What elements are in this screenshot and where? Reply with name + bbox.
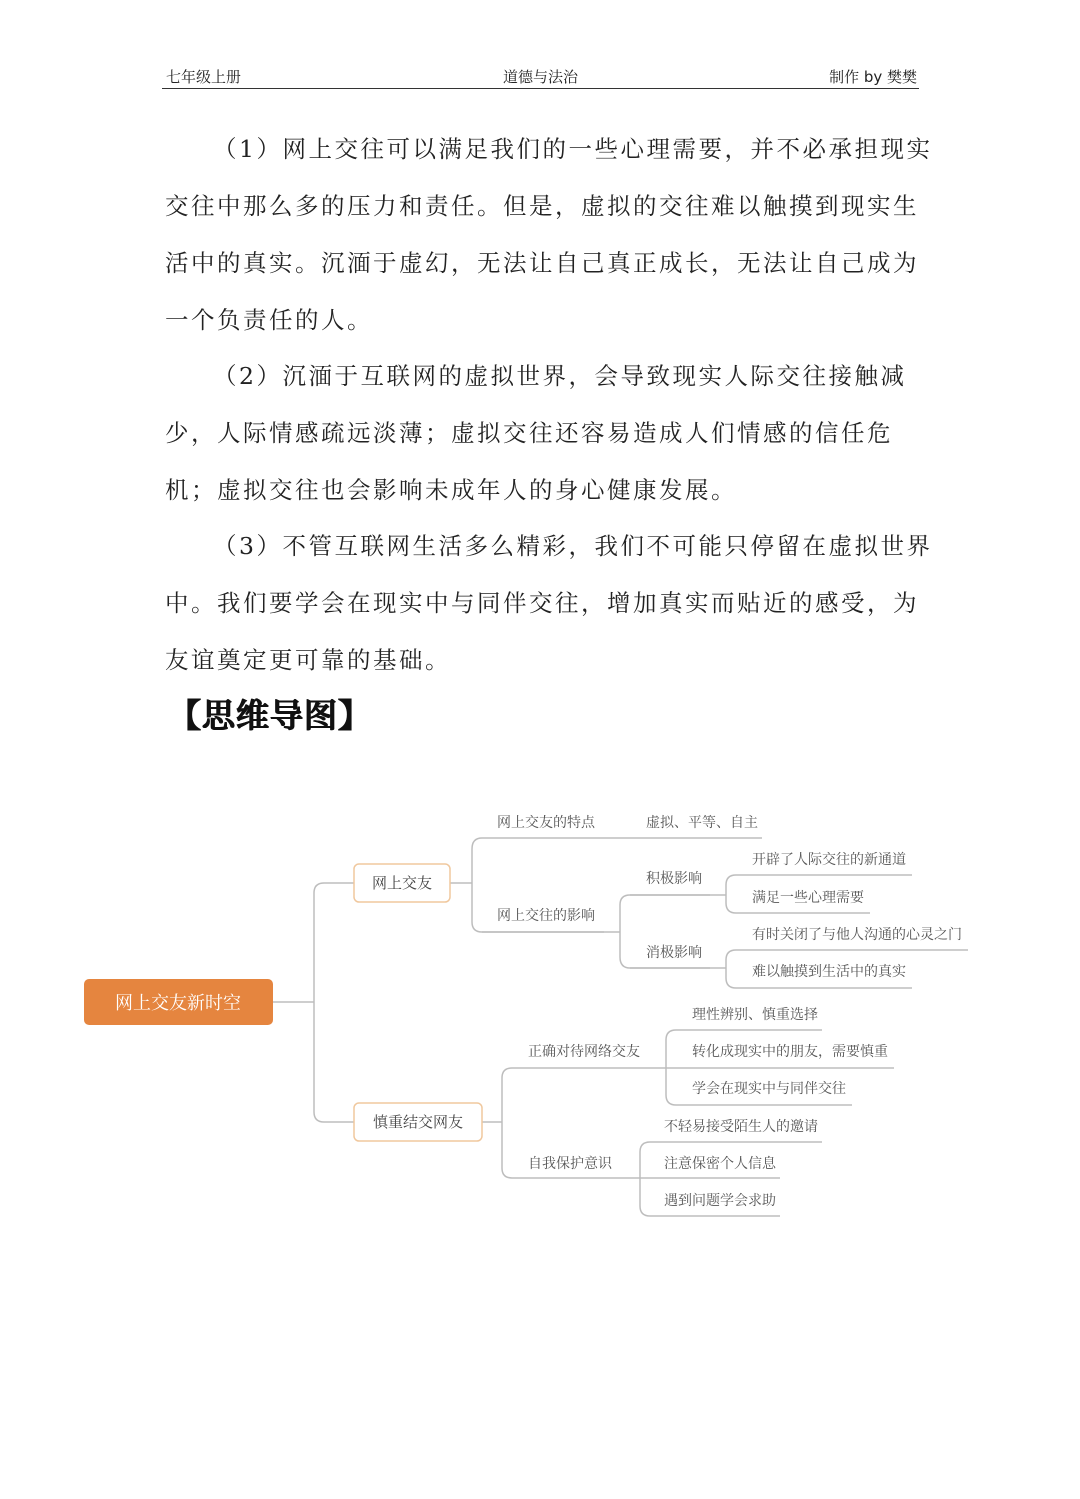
leaf-protect-2: 注意保密个人信息 (664, 1156, 776, 1172)
node-correct-attitude: 正确对待网络交友 (528, 1044, 640, 1060)
node-positive: 积极影响 (646, 871, 702, 887)
leaf-protect-1: 不轻易接受陌生人的邀请 (664, 1119, 818, 1135)
section-title: 【思维导图】 (168, 696, 372, 735)
paragraph-line: 一个负责任的人。 (165, 306, 373, 334)
node-self-protection: 自我保护意识 (528, 1156, 612, 1172)
paragraph-line: 活中的真实。沉湎于虚幻，无法让自己真正成长，无法让自己成为 (165, 249, 919, 277)
leaf-negative-2: 难以触摸到生活中的真实 (752, 964, 906, 980)
header-author: 制作 by 樊樊 (829, 68, 917, 86)
paragraph-line: 少，人际情感疏远淡薄；虚拟交往还容易造成人们情感的信任危 (165, 419, 893, 447)
branch-careful-friends (354, 1103, 482, 1141)
paragraph-line: （1）网上交往可以满足我们的一些心理需要，并不必承担现实 (213, 135, 933, 163)
paragraph-line: 友谊奠定更可靠的基础。 (165, 646, 451, 674)
root-label: 网上交友新时空 (115, 993, 241, 1014)
leaf-positive-2: 满足一些心理需要 (752, 890, 864, 906)
branch-label: 慎重结交网友 (372, 1113, 464, 1131)
header-subject: 道德与法治 (502, 68, 578, 86)
node-negative: 消极影响 (646, 945, 702, 961)
node-influence: 网上交往的影响 (497, 908, 595, 924)
paragraph-line: 中。我们要学会在现实中与同伴交往，增加真实而贴近的感受，为 (165, 589, 919, 617)
paragraph-line: 机；虚拟交往也会影响未成年人的身心健康发展。 (165, 476, 737, 504)
node-features: 网上交友的特点 (497, 815, 595, 831)
leaf-correct-1: 理性辨别、慎重选择 (692, 1007, 818, 1023)
leaf-correct-2: 转化成现实中的朋友，需要慎重 (692, 1044, 888, 1060)
paragraph-line: 交往中那么多的压力和责任。但是，虚拟的交往难以触摸到现实生 (165, 192, 919, 220)
leaf-features: 虚拟、平等、自主 (646, 815, 758, 831)
paragraph-line: （3）不管互联网生活多么精彩，我们不可能只停留在虚拟世界 (213, 532, 933, 560)
leaf-positive-1: 开辟了人际交往的新通道 (752, 852, 906, 868)
branch-online-friends (354, 864, 450, 902)
paragraph-line: （2）沉湎于互联网的虚拟世界，会导致现实人际交往接触减 (213, 362, 907, 390)
header-grade: 七年级上册 (166, 68, 242, 86)
leaf-negative-1: 有时关闭了与他人沟通的心灵之门 (752, 927, 962, 943)
leaf-correct-3: 学会在现实中与同伴交往 (692, 1081, 846, 1097)
mind-map-root (84, 979, 273, 1025)
branch-label: 网上交友 (371, 874, 433, 892)
leaf-protect-3: 遇到问题学会求助 (664, 1193, 776, 1209)
